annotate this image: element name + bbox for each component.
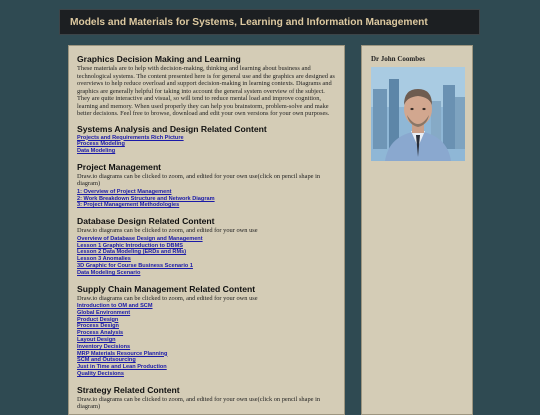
link-db-scenario[interactable]: Data Modeling Scenario [77, 269, 141, 276]
link-scm-process-design[interactable]: Process Design [77, 323, 119, 330]
main-content [68, 45, 345, 415]
author-sidebar [361, 45, 473, 415]
supply-note: Draw.io diagrams can be clicked to zoom, and edited for your own use [77, 294, 258, 302]
database-note: Draw.io diagrams can be clicked to zoom, and edited for your own use [77, 227, 258, 235]
author-name: Dr John Coombes [371, 55, 425, 63]
link-scm-jit[interactable]: Just in Time and Lean Production [77, 364, 167, 371]
link-db-lesson3[interactable]: Lesson 3 Anomalies [77, 256, 131, 263]
systems-links [77, 135, 336, 155]
strategy-heading: Strategy Related Content [77, 384, 180, 395]
supply-heading: Supply Chain Management Related Content [77, 283, 256, 294]
systems-section [77, 124, 336, 155]
link-scm-process-analysis[interactable]: Process Analysis [77, 330, 124, 337]
link-scm-layout[interactable]: Layout Design [77, 337, 116, 344]
link-db-overview[interactable]: Overview of Database Design and Management [77, 235, 203, 242]
link-pm-overview[interactable]: 1: Overview of Project Management [77, 188, 172, 195]
author-portrait [371, 67, 465, 161]
link-process-modeling[interactable]: Process Modeling [77, 141, 125, 148]
systems-heading: Systems Analysis and Design Related Content [77, 123, 267, 134]
link-db-lesson1[interactable]: Lesson 1 Graphic Introduction to DBMS [77, 242, 183, 249]
link-scm-inventory[interactable]: Inventory Decisions [77, 343, 131, 350]
database-heading: Database Design Related Content [77, 216, 215, 227]
link-scm-product-design[interactable]: Product Design [77, 316, 119, 323]
link-scm-global[interactable]: Global Environment [77, 309, 131, 316]
strategy-note: Draw.io diagrams can be clicked to zoom, and edited for your own use(click on pencil shape in diagram) [77, 395, 321, 411]
supply-links [77, 303, 336, 378]
link-db-3d-graphic[interactable]: 3D Graphic for Course Business Scenario 1 [77, 262, 193, 269]
link-pm-methodologies[interactable]: 3: Project Management Methodologies [77, 202, 180, 209]
project-section [77, 162, 336, 209]
link-scm-quality[interactable]: Quality Decisions [77, 371, 124, 378]
project-note: Draw.io diagrams can be clicked to zoom, and edited for your own use(click on pencil shape in diagram) [77, 172, 321, 188]
database-section [77, 216, 336, 276]
site-header [59, 9, 480, 35]
link-data-modeling[interactable]: Data Modeling [77, 148, 116, 155]
strategy-section [77, 385, 336, 411]
intro-text: These materials are to help with decision-making, thinking and learning about business and technological systems. The content presented here is for general use and the graphics are designed as overviews to help reduce overload and support decision-making in learning contexts. Diagrams and graphics are generally helpful for taking into account the general system overview of the subject. They are quite interactive and visual, so will tend to reduce mental load and improve cognition, learning and memory. When used properly they can help you brainstorm, problem-solve and make better decisions. Feel free to browse, download and edit your own versions for your own purposes. [77, 65, 335, 117]
link-rich-picture[interactable]: Projects and Requirements Rich Picture [77, 134, 184, 141]
link-pm-wbs[interactable]: 2: Work Breakdown Structure and Network Diagram [77, 195, 215, 202]
site-title: Models and Materials for Systems, Learning and Information Management [70, 16, 428, 28]
supply-section [77, 284, 336, 378]
link-scm-outsourcing[interactable]: SCM and Outsourcing [77, 357, 136, 364]
database-links [77, 236, 336, 277]
intro-heading: Graphics Decision Making and Learning [77, 54, 241, 64]
link-scm-mrp[interactable]: MRP Materials Resource Planning [77, 350, 168, 357]
intro-section [77, 54, 336, 118]
project-heading: Project Management [77, 161, 162, 172]
link-scm-intro[interactable]: Introduction to OM and SCM [77, 303, 153, 310]
link-db-lesson2[interactable]: Lesson 2 Data Modeling (ERDs and RMs) [77, 249, 187, 256]
project-links [77, 189, 336, 209]
